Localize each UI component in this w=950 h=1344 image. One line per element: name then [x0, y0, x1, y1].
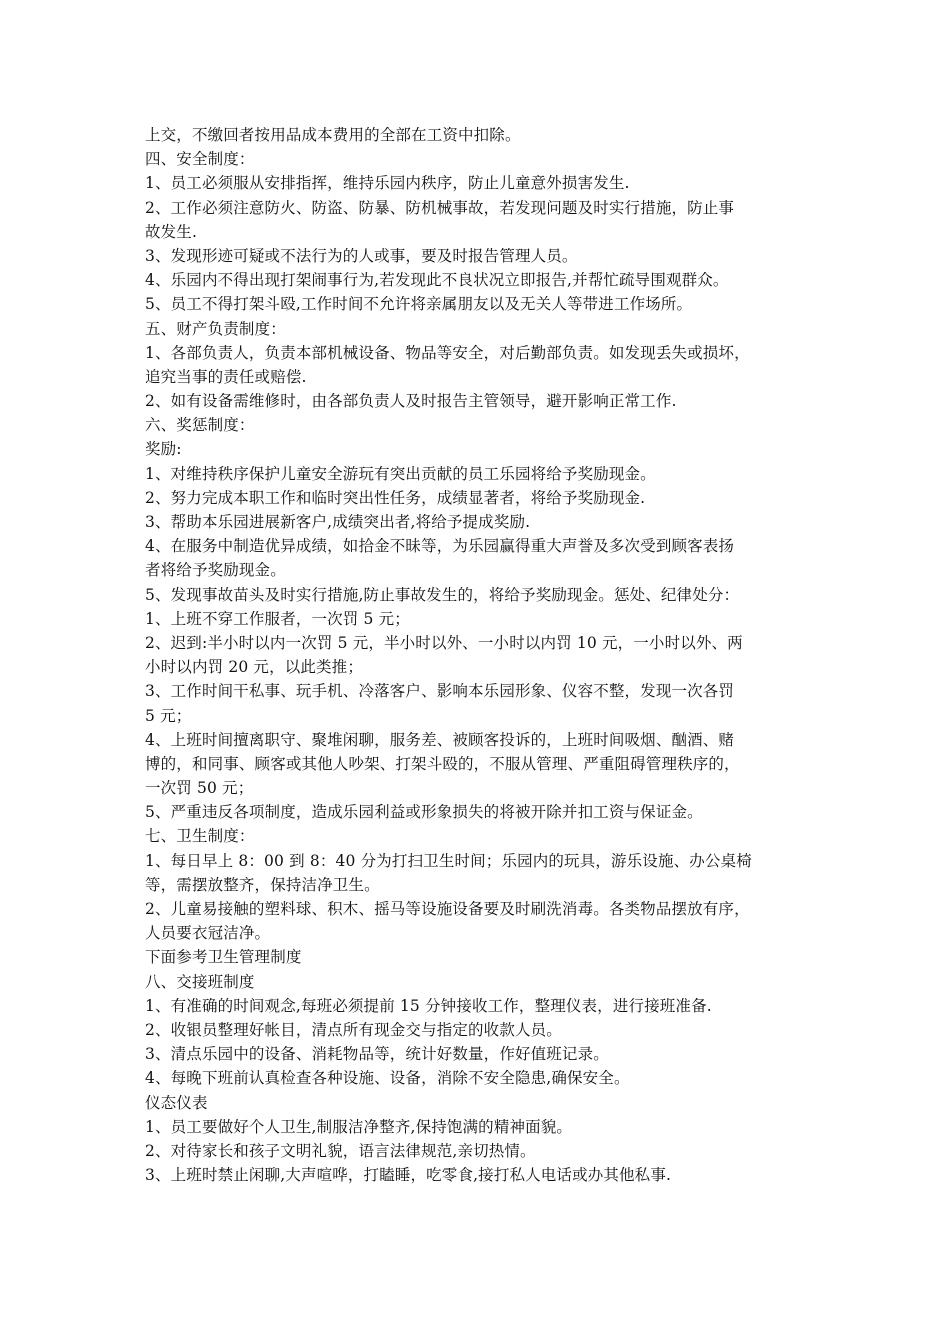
subheading-rewards: 奖励:: [145, 440, 182, 459]
text-line: 5、员工不得打架斗殴,工作时间不允许将亲属朋友以及无关人等带进工作场所。: [145, 295, 693, 314]
text-line: 3、帮助本乐园进展新客户,成绩突出者,将给予提成奖励.: [145, 513, 531, 531]
text-line: 4、在服务中制造优异成绩，如拾金不昧等，为乐园赢得重大声誉及多次受到顾客表扬: [145, 537, 735, 556]
text-line: 1、对维持秩序保护儿童安全游玩有突出贡献的员工乐园将给予奖励现金。: [145, 464, 656, 483]
text-line: 5 元；: [145, 706, 192, 725]
text-line: 3、上班时禁止闲聊,大声喧哗，打瞌睡，吃零食,接打私人电话或办其他私事.: [145, 1166, 672, 1185]
text-line: 2、收银员整理好帐目，清点所有现金交与指定的收款人员。: [145, 1020, 562, 1039]
text-line: 1、每日早上 8：00 到 8：40 分为打扫卫生时间；乐园内的玩具，游乐设施、办公桌椅: [145, 851, 752, 870]
text-line: 3、工作时间干私事、玩手机、冷落客户、影响本乐园形象、仪容不整，发现一次各罚: [145, 682, 735, 701]
section-heading-hygiene: 七、卫生制度：: [145, 827, 255, 846]
text-line: 一次罚 50 元；: [145, 779, 254, 798]
text-line: 4、每晚下班前认真检查各种设施、设备，消除不安全隐患,确保安全。: [145, 1069, 630, 1088]
text-line: 2、如有设备需维修时，由各部负责人及时报告主管领导，避开影响正常工作.: [145, 392, 677, 411]
text-line: 2、努力完成本职工作和临时突出性任务，成绩显著者，将给予奖励现金.: [145, 488, 646, 507]
text-line: 1、上班不穿工作服者，一次罚 5 元；: [145, 609, 410, 628]
text-line: 故发生.: [145, 222, 198, 241]
text-line: 4、上班时间擅离职守、聚堆闲聊，服务差、被顾客投诉的，上班时间吸烟、酗酒、赌: [145, 730, 735, 749]
text-line: 5、发现事故苗头及时实行措施,防止事故发生的，将给予奖励现金。惩处、纪律处分：: [145, 585, 740, 604]
document-body: [145, 123, 815, 1187]
text-line: 3、清点乐园中的设备、消耗物品等，统计好数量，作好值班记录。: [145, 1045, 609, 1064]
section-heading-property: 五、财产负责制度：: [145, 319, 286, 338]
section-heading-shift-handover: 八、交接班制度: [145, 972, 255, 991]
text-line: 1、员工要做好个人卫生,制服洁净整齐,保持饱满的精神面貌。: [145, 1117, 573, 1136]
text-line: 博的，和同事、顾客或其他人吵架、打架斗殴的，不服从管理、严重阻碍管理秩序的，: [145, 754, 740, 773]
reference-note: 下面参考卫生管理制度: [145, 948, 302, 967]
text-line: 小时以内罚 20 元，以此类推；: [145, 658, 363, 677]
section-heading-appearance: 仪态仪表: [145, 1093, 208, 1112]
section-heading-rewards: 六、奖惩制度：: [145, 416, 255, 435]
text-line: 4、乐园内不得出现打架闹事行为,若发现此不良状况立即报告,并帮忙疏导围观群众。: [145, 271, 729, 290]
text-line: 2、迟到:半小时以内一次罚 5 元，半小时以外、一小时以内罚 10 元，一小时以外、两: [145, 633, 743, 652]
text-line: 追究当事的责任或赔偿.: [145, 367, 307, 386]
text-line: 1、员工必须服从安排指挥，维持乐园内秩序，防止儿童意外损害发生.: [145, 174, 630, 193]
text-line: 3、发现形迹可疑或不法行为的人或事，要及时报告管理人员。: [145, 246, 578, 265]
text-line: 上交，不缴回者按用品成本费用的全部在工资中扣除。: [145, 126, 521, 144]
text-line: 1、各部负责人，负责本部机械设备、物品等安全，对后勤部负责。如发现丢失或损坏，: [145, 343, 750, 362]
text-line: 人员要衣冠洁净。: [145, 924, 271, 943]
text-line: 等，需摆放整齐，保持洁净卫生。: [145, 875, 380, 894]
text-line: 2、儿童易接触的塑料球、积木、摇马等设施设备要及时刷洗消毒。各类物品摆放有序，: [145, 900, 750, 918]
text-line: 5、严重违反各项制度，造成乐园利益或形象损失的将被开除并扣工资与保证金。: [145, 803, 703, 822]
text-line: 1、有准确的时间观念,每班必须提前 15 分钟接收工作，整理仪表，进行接班准备.: [145, 996, 712, 1015]
text-line: 者将给予奖励现金。: [145, 561, 286, 580]
section-heading-safety: 四、安全制度：: [145, 150, 255, 169]
text-line: 2、工作必须注意防火、防盗、防暴、防机械事故，若发现问题及时实行措施，防止事: [145, 198, 735, 217]
text-line: 2、对待家长和孩子文明礼貌，语言法律规范,亲切热情。: [145, 1141, 536, 1160]
